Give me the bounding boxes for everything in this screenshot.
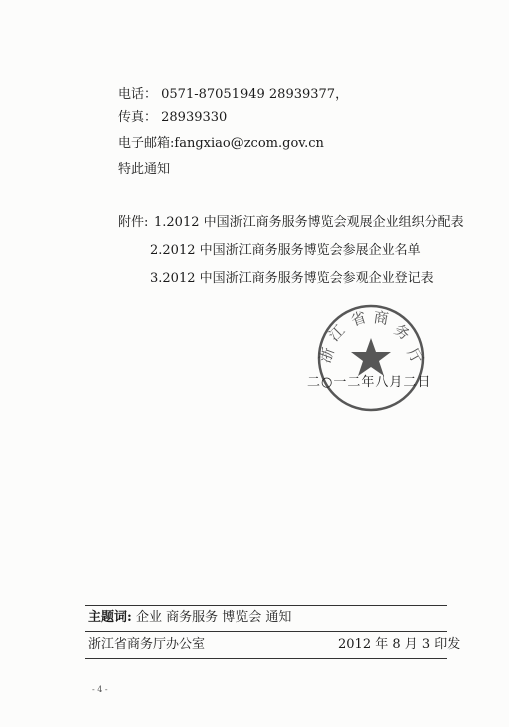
contact-email: 电子邮箱:fangxiao@zcom.gov.cn xyxy=(118,136,324,151)
subject-label: 主题词: xyxy=(88,610,132,625)
subject-terms-line xyxy=(88,610,291,626)
subject-terms: 企业 商务服务 博览会 通知 xyxy=(135,610,292,625)
issue-date: 2012 年 8 月 3 印发 xyxy=(338,637,461,652)
notice-text: 特此通知 xyxy=(118,162,171,177)
attachment-item-3: 3.2012 中国浙江商务服务博览会参观企业登记表 xyxy=(150,271,434,286)
footer-rule-middle xyxy=(85,631,447,632)
svg-text:省: 省 xyxy=(348,308,369,330)
svg-text:厅: 厅 xyxy=(403,345,427,368)
svg-text:江: 江 xyxy=(325,321,349,345)
footer-rule-bottom xyxy=(85,658,447,659)
document-date: 二○一二年八月二日 xyxy=(307,375,432,390)
attachment-item-1: 1.2012 中国浙江商务服务博览会观展企业组织分配表 xyxy=(154,215,464,230)
attachment-item-2: 2.2012 中国浙江商务服务博览会参展企业名单 xyxy=(150,243,421,258)
contact-fax: 传真： 28939330 xyxy=(118,110,228,125)
official-seal-icon xyxy=(315,302,427,414)
issuer-name: 浙江省商务厅办公室 xyxy=(88,637,206,652)
svg-text:浙: 浙 xyxy=(315,345,338,366)
contact-phone: 电话： 0571-87051949 28939377， xyxy=(118,87,349,102)
attachments-label: 附件: xyxy=(118,215,149,230)
svg-text:务: 务 xyxy=(390,320,414,344)
page-number: - 4 - xyxy=(92,685,108,694)
footer-rule-top xyxy=(85,605,447,606)
svg-text:商: 商 xyxy=(372,308,390,329)
